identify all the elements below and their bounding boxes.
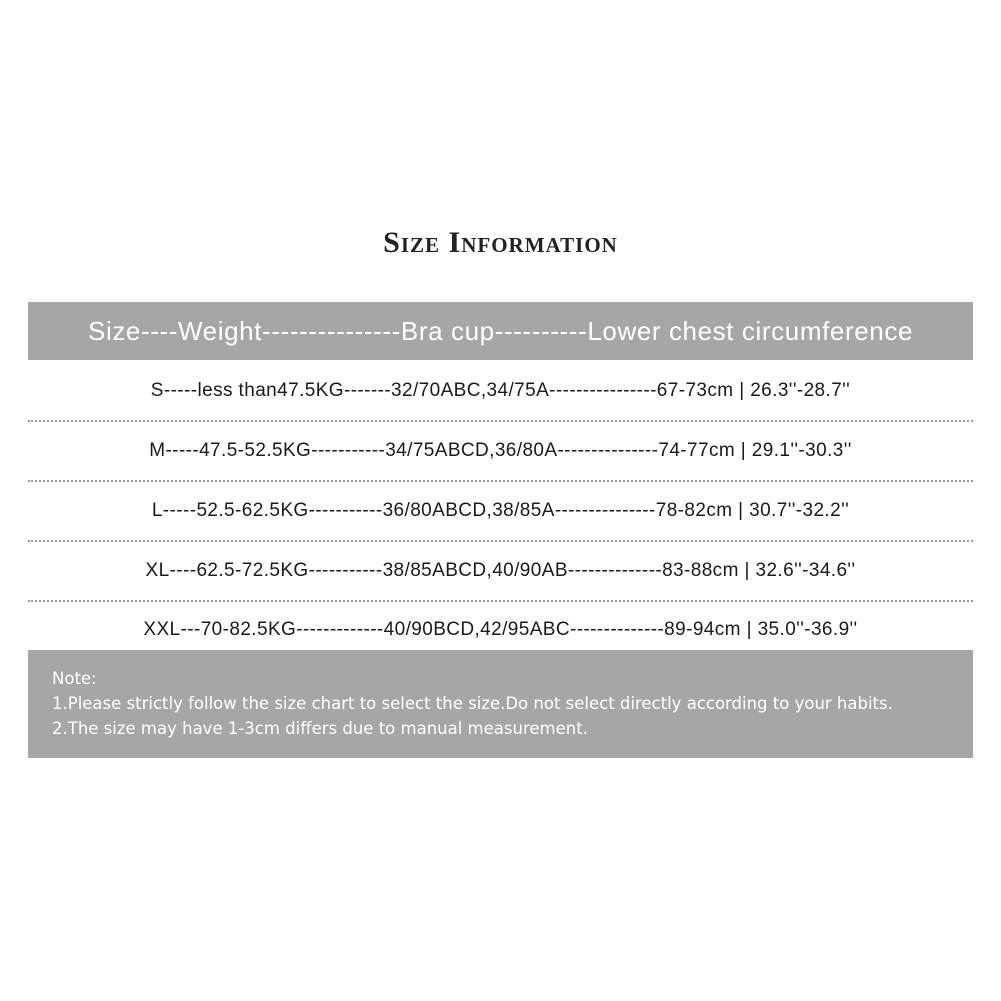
size-table [28, 362, 973, 658]
note-line: 2.The size may have 1-3cm differs due to manual measurement. [52, 719, 588, 738]
table-row: S-----less than47.5KG-------32/70ABC,34/75A----------------67-73cm | 26.3''-28.7'' [28, 362, 973, 422]
note-label: Note: [52, 669, 97, 688]
note-box [28, 650, 973, 758]
table-row: L-----52.5-62.5KG-----------36/80ABCD,38/85A---------------78-82cm | 30.7''-32.2'' [28, 482, 973, 542]
table-row: XXL---70-82.5KG-------------40/90BCD,42/95ABC--------------89-94cm | 35.0''-36.9'' [143, 619, 858, 640]
note-line: 1.Please strictly follow the size chart to select the size.Do not select directly according to your habits. [52, 694, 893, 713]
page-title: Size Information [383, 226, 618, 259]
table-row: XL----62.5-72.5KG-----------38/85ABCD,40/90AB--------------83-88cm | 32.6''-34.6'' [28, 542, 973, 602]
table-header: Size----Weight---------------Bra cup----------Lower chest circumference [28, 302, 973, 360]
table-row: M-----47.5-52.5KG-----------34/75ABCD,36/80A---------------74-77cm | 29.1''-30.3'' [28, 422, 973, 482]
